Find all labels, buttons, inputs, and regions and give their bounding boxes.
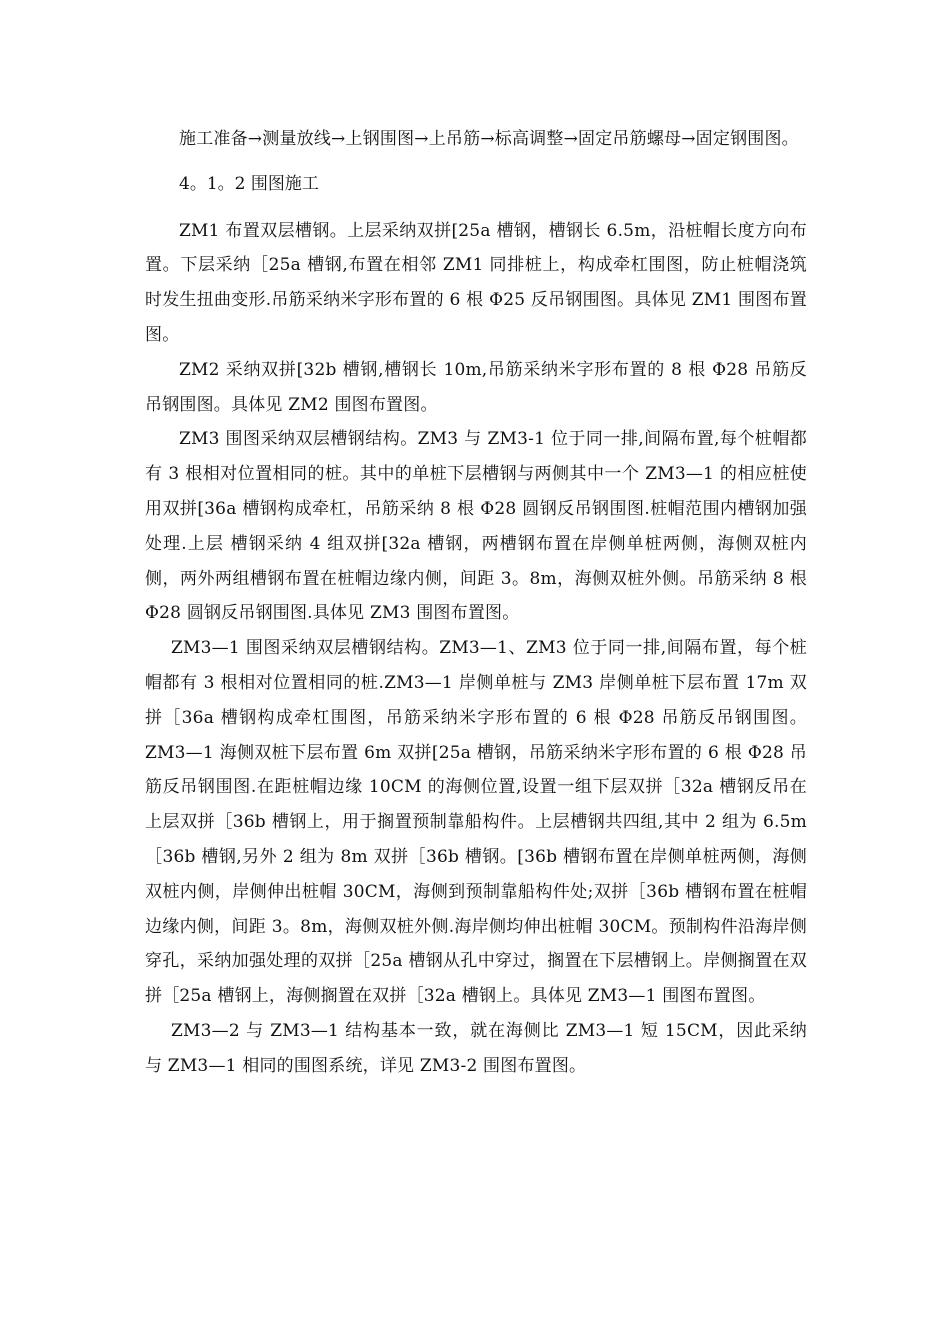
zm2-paragraph: ZM2 采纳双拼[32b 槽钢,槽钢长 10m,吊筋采纳米字形布置的 8 根 Φ28 吊筋反吊钢围图。具体见 ZM2 围图布置图。 bbox=[145, 359, 807, 415]
zm3-paragraph: ZM3 围图采纳双层槽钢结构。ZM3 与 ZM3-1 位于同一排,间隔布置,每个桩帽都有 3 根相对位置相同的桩。其中的单桩下层槽钢与两侧其中一个 ZM3—1 的相应桩使用双拼[36a 槽钢构成牵杠，吊筋采纳 8 根 Φ28 圆钢反吊钢围图.桩帽范围内槽钢加强处理.上层 槽钢采纳 4 组双拼[32a 槽钢，两槽钢布置在岸侧单桩两侧，海侧双桩内侧，两外两组槽钢布置在桩帽边缘内侧，间距 3。8m，海侧双桩外侧。吊筋采纳 8 根 Φ28 圆钢反吊钢围图.具体见 ZM3 围图布置图。 bbox=[145, 429, 807, 624]
zm3-2-paragraph: ZM3—2 与 ZM3—1 结构基本一致，就在海侧比 ZM3—1 短 15CM，因此采纳与 ZM3—1 相同的围图系统，详见 ZM3-2 围图布置图。 bbox=[145, 1020, 807, 1076]
document-page bbox=[145, 122, 807, 1084]
zm1-paragraph: ZM1 布置双层槽钢。上层采纳双拼[25a 槽钢，槽钢长 6.5m，沿桩帽长度方向布置。下层采纳［25a 槽钢,布置在相邻 ZM1 同排桩上，构成牵杠围图，防止桩帽浇筑时发生扭曲变形.吊筋采纳米字形布置的 6 根 Φ25 反吊钢围图。具体见 ZM1 围图布置图。 bbox=[145, 220, 807, 345]
process-flow-paragraph: 施工准备→测量放线→上钢围图→上吊筋→标高调整→固定吊筋螺母→固定钢围图。 bbox=[179, 129, 799, 149]
zm3-1-paragraph: ZM3—1 围图采纳双层槽钢结构。ZM3—1、ZM3 位于同一排,间隔布置，每个桩帽都有 3 根相对位置相同的桩.ZM3—1 岸侧单桩与 ZM3 岸侧单桩下层布置 17m 双拼［36a 槽钢构成牵杠围图，吊筋采纳米字形布置的 6 根 Φ28 吊筋反吊钢围图。ZM3—1 海侧双桩下层布置 6m 双拼[25a 槽钢，吊筋采纳米字形布置的 6 根 Φ28 吊筋反吊钢围图.在距桩帽边缘 10CM 的海侧位置,设置一组下层双拼［32a 槽钢反吊在上层双拼［36b 槽钢上，用于搁置预制靠船构件。上层槽钢共四组,其中 2 组为 6.5m［36b 槽钢,另外 2 组为 8m 双拼［36b 槽钢。[36b 槽钢布置在岸侧单桩两侧，海侧双桩内侧，岸侧伸出桩帽 30CM，海侧到预制靠船构件处;双拼［36b 槽钢布置在桩帽边缘内侧，间距 3。8m，海侧双桩外侧.海岸侧均伸出桩帽 30CM。预制构件沿海岸侧穿孔，采纳加强处理的双拼［25a 槽钢从孔中穿过，搁置在下层槽钢上。岸侧搁置在双拼［25a 槽钢上，海侧搁置在双拼［32a 槽钢上。具体见 ZM3—1 围图布置图。 bbox=[145, 638, 807, 1007]
section-heading: 4。1。2 围图施工 bbox=[179, 173, 319, 194]
